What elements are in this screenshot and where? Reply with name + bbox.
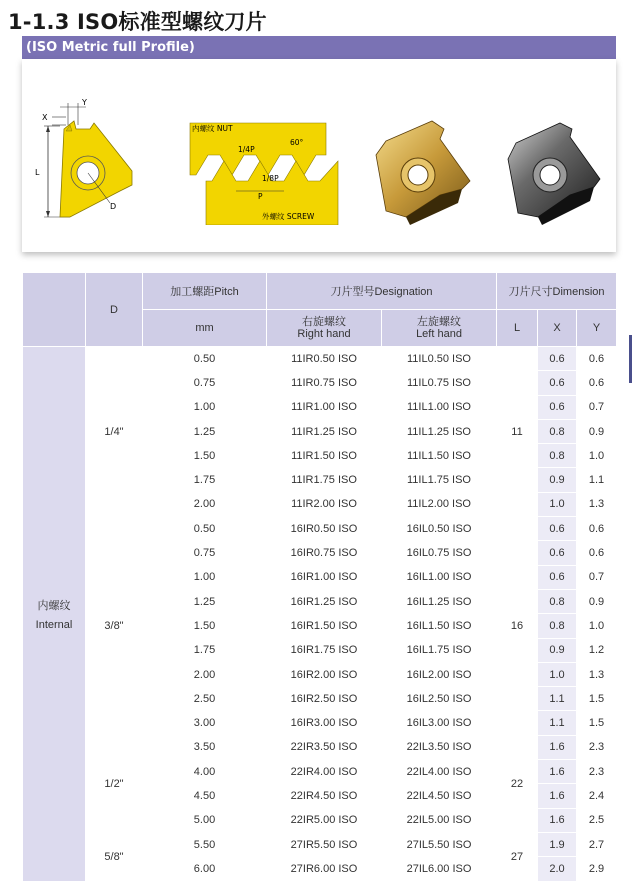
right-hand-cell: 16IR1.50 ISO <box>267 614 382 638</box>
table-row <box>23 517 617 541</box>
x-cell: 1.6 <box>538 760 577 784</box>
x-cell: 0.6 <box>538 517 577 541</box>
y-cell: 2.4 <box>577 784 617 808</box>
pitch-cell: 0.50 <box>143 347 267 371</box>
gold-insert-photo <box>366 115 486 225</box>
header-right-hand <box>267 310 382 347</box>
d-cell: 1/4" <box>86 347 143 517</box>
page-title: 1-1.3 ISO标准型螺纹刀片 <box>8 10 267 34</box>
right-hand-cell: 27IR5.50 ISO <box>267 832 382 856</box>
left-hand-cell: 22IL3.50 ISO <box>382 735 497 759</box>
right-hand-cell: 22IR3.50 ISO <box>267 735 382 759</box>
y-cell: 0.6 <box>577 541 617 565</box>
left-hand-cell: 16IL1.25 ISO <box>382 589 497 613</box>
y-cell: 0.7 <box>577 395 617 419</box>
left-hand-cell: 11IL1.75 ISO <box>382 468 497 492</box>
right-hand-cell: 16IR0.75 ISO <box>267 541 382 565</box>
x-cell: 0.8 <box>538 589 577 613</box>
right-hand-cell: 16IR1.75 ISO <box>267 638 382 662</box>
x-cell: 0.9 <box>538 638 577 662</box>
pitch-cell: 2.50 <box>143 687 267 711</box>
pitch-cell: 1.50 <box>143 614 267 638</box>
type-cell <box>23 347 86 882</box>
header-x: X <box>538 310 577 347</box>
x-cell: 1.0 <box>538 492 577 516</box>
y-cell: 0.6 <box>577 347 617 371</box>
pitch-cell: 0.75 <box>143 371 267 395</box>
right-hand-cell: 11IR1.00 ISO <box>267 395 382 419</box>
right-hand-cell: 22IR4.00 ISO <box>267 760 382 784</box>
y-cell: 1.1 <box>577 468 617 492</box>
y-cell: 2.3 <box>577 760 617 784</box>
screw-label: 外螺纹 SCREW <box>262 212 315 221</box>
l-cell: 16 <box>497 517 538 736</box>
table-row <box>23 735 617 759</box>
x-cell: 1.6 <box>538 784 577 808</box>
y-cell: 1.5 <box>577 687 617 711</box>
y-cell: 1.2 <box>577 638 617 662</box>
y-cell: 1.3 <box>577 662 617 686</box>
pitch-cell: 1.25 <box>143 589 267 613</box>
pitch-cell: 1.50 <box>143 444 267 468</box>
right-hand-cell: 11IR2.00 ISO <box>267 492 382 516</box>
header-d: D <box>86 273 143 347</box>
x-cell: 0.9 <box>538 468 577 492</box>
left-hand-cell: 11IL0.50 ISO <box>382 347 497 371</box>
left-hand-cell: 16IL0.50 ISO <box>382 517 497 541</box>
l-label: L <box>35 168 40 177</box>
x-cell: 0.8 <box>538 614 577 638</box>
left-hand-cell: 22IL5.00 ISO <box>382 808 497 832</box>
x-cell: 0.6 <box>538 347 577 371</box>
right-hand-cell: 11IR1.75 ISO <box>267 468 382 492</box>
l-cell: 22 <box>497 735 538 832</box>
left-hand-cell: 11IL0.75 ISO <box>382 371 497 395</box>
right-hand-cell: 11IR1.50 ISO <box>267 444 382 468</box>
subtitle-bar: (ISO Metric full Profile) <box>22 36 616 59</box>
pitch-cell: 5.00 <box>143 808 267 832</box>
eighth-p-label: 1/8P <box>262 174 279 183</box>
l-cell: 27 <box>497 832 538 881</box>
quarter-p-label: 1/4P <box>238 145 255 154</box>
x-cell: 0.6 <box>538 565 577 589</box>
right-hand-cell: 22IR5.00 ISO <box>267 808 382 832</box>
pitch-cell: 5.50 <box>143 832 267 856</box>
header-left-hand <box>382 310 497 347</box>
x-cell: 1.1 <box>538 711 577 735</box>
illustration-panel <box>22 59 616 252</box>
pitch-cell: 1.00 <box>143 565 267 589</box>
x-cell: 0.6 <box>538 395 577 419</box>
header-type <box>23 273 86 347</box>
left-hand-cell: 22IL4.00 ISO <box>382 760 497 784</box>
pitch-cell: 4.50 <box>143 784 267 808</box>
d-label: D <box>110 202 117 211</box>
x-cell: 1.9 <box>538 832 577 856</box>
type-en: Internal <box>35 618 73 631</box>
pitch-cell: 1.00 <box>143 395 267 419</box>
left-hand-cell: 16IL1.75 ISO <box>382 638 497 662</box>
insert-dimension-diagram <box>30 99 150 239</box>
y-cell: 2.5 <box>577 808 617 832</box>
type-cn: 内螺纹 <box>37 599 71 612</box>
right-hand-cell: 16IR1.00 ISO <box>267 565 382 589</box>
right-hand-cell: 16IR2.50 ISO <box>267 687 382 711</box>
y-cell: 0.9 <box>577 419 617 443</box>
right-hand-cell: 16IR0.50 ISO <box>267 517 382 541</box>
y-cell: 1.3 <box>577 492 617 516</box>
left-hand-cell: 11IL1.25 ISO <box>382 419 497 443</box>
left-hand-cell: 11IL2.00 ISO <box>382 492 497 516</box>
angle-label: 60° <box>290 138 304 147</box>
header-pitch: 加工螺距Pitch <box>143 273 267 310</box>
pitch-cell: 2.00 <box>143 492 267 516</box>
pitch-cell: 1.75 <box>143 638 267 662</box>
left-hand-cell: 16IL1.50 ISO <box>382 614 497 638</box>
right-hand-cell: 11IR0.50 ISO <box>267 347 382 371</box>
spec-table <box>22 272 617 882</box>
pitch-cell: 6.00 <box>143 857 267 881</box>
x-cell: 0.8 <box>538 419 577 443</box>
header-left-cn: 左旋螺纹 <box>417 316 461 328</box>
left-hand-cell: 16IL2.00 ISO <box>382 662 497 686</box>
y-cell: 0.9 <box>577 589 617 613</box>
header-designation: 刀片型号Designation <box>267 273 497 310</box>
spec-table-body <box>23 347 617 882</box>
pitch-cell: 4.00 <box>143 760 267 784</box>
pitch-cell: 3.00 <box>143 711 267 735</box>
left-hand-cell: 22IL4.50 ISO <box>382 784 497 808</box>
y-cell: 2.7 <box>577 832 617 856</box>
left-hand-cell: 16IL3.00 ISO <box>382 711 497 735</box>
header-left-en: Left hand <box>416 328 462 340</box>
header-right-en: Right hand <box>297 328 351 340</box>
left-hand-cell: 16IL0.75 ISO <box>382 541 497 565</box>
pitch-cell: 0.75 <box>143 541 267 565</box>
d-cell: 1/2" <box>86 735 143 832</box>
x-cell: 0.6 <box>538 541 577 565</box>
right-hand-cell: 27IR6.00 ISO <box>267 857 382 881</box>
table-row <box>23 347 617 371</box>
right-hand-cell: 22IR4.50 ISO <box>267 784 382 808</box>
header-l: L <box>497 310 538 347</box>
y-cell: 2.3 <box>577 735 617 759</box>
pitch-cell: 3.50 <box>143 735 267 759</box>
right-hand-cell: 16IR3.00 ISO <box>267 711 382 735</box>
right-hand-cell: 16IR2.00 ISO <box>267 662 382 686</box>
p-label: P <box>258 192 263 201</box>
d-cell: 5/8" <box>86 832 143 881</box>
y-cell: 2.9 <box>577 857 617 881</box>
x-cell: 0.8 <box>538 444 577 468</box>
y-cell: 1.0 <box>577 444 617 468</box>
left-hand-cell: 11IL1.00 ISO <box>382 395 497 419</box>
right-hand-cell: 11IR0.75 ISO <box>267 371 382 395</box>
left-hand-cell: 16IL2.50 ISO <box>382 687 497 711</box>
l-cell: 11 <box>497 347 538 517</box>
left-hand-cell: 11IL1.50 ISO <box>382 444 497 468</box>
header-dimension: 刀片尺寸Dimension <box>497 273 617 310</box>
y-label: Y <box>82 99 87 107</box>
pitch-cell: 1.75 <box>143 468 267 492</box>
x-cell: 1.0 <box>538 662 577 686</box>
y-cell: 0.6 <box>577 371 617 395</box>
x-cell: 2.0 <box>538 857 577 881</box>
black-insert-photo <box>500 115 615 225</box>
x-label: X <box>42 113 48 122</box>
right-hand-cell: 11IR1.25 ISO <box>267 419 382 443</box>
pitch-cell: 1.25 <box>143 419 267 443</box>
nut-label: 内螺纹 NUT <box>192 124 233 133</box>
x-cell: 1.1 <box>538 687 577 711</box>
y-cell: 1.5 <box>577 711 617 735</box>
left-hand-cell: 27IL5.50 ISO <box>382 832 497 856</box>
header-pitch-unit: mm <box>143 310 267 347</box>
thread-profile-diagram <box>188 115 358 225</box>
header-right-cn: 右旋螺纹 <box>302 316 346 328</box>
x-cell: 1.6 <box>538 735 577 759</box>
x-cell: 0.6 <box>538 371 577 395</box>
y-cell: 0.6 <box>577 517 617 541</box>
pitch-cell: 0.50 <box>143 517 267 541</box>
y-cell: 0.7 <box>577 565 617 589</box>
pitch-cell: 2.00 <box>143 662 267 686</box>
left-hand-cell: 27IL6.00 ISO <box>382 857 497 881</box>
right-hand-cell: 16IR1.25 ISO <box>267 589 382 613</box>
d-cell: 3/8" <box>86 517 143 736</box>
table-row <box>23 832 617 856</box>
x-cell: 1.6 <box>538 808 577 832</box>
y-cell: 1.0 <box>577 614 617 638</box>
left-hand-cell: 16IL1.00 ISO <box>382 565 497 589</box>
header-y: Y <box>577 310 617 347</box>
